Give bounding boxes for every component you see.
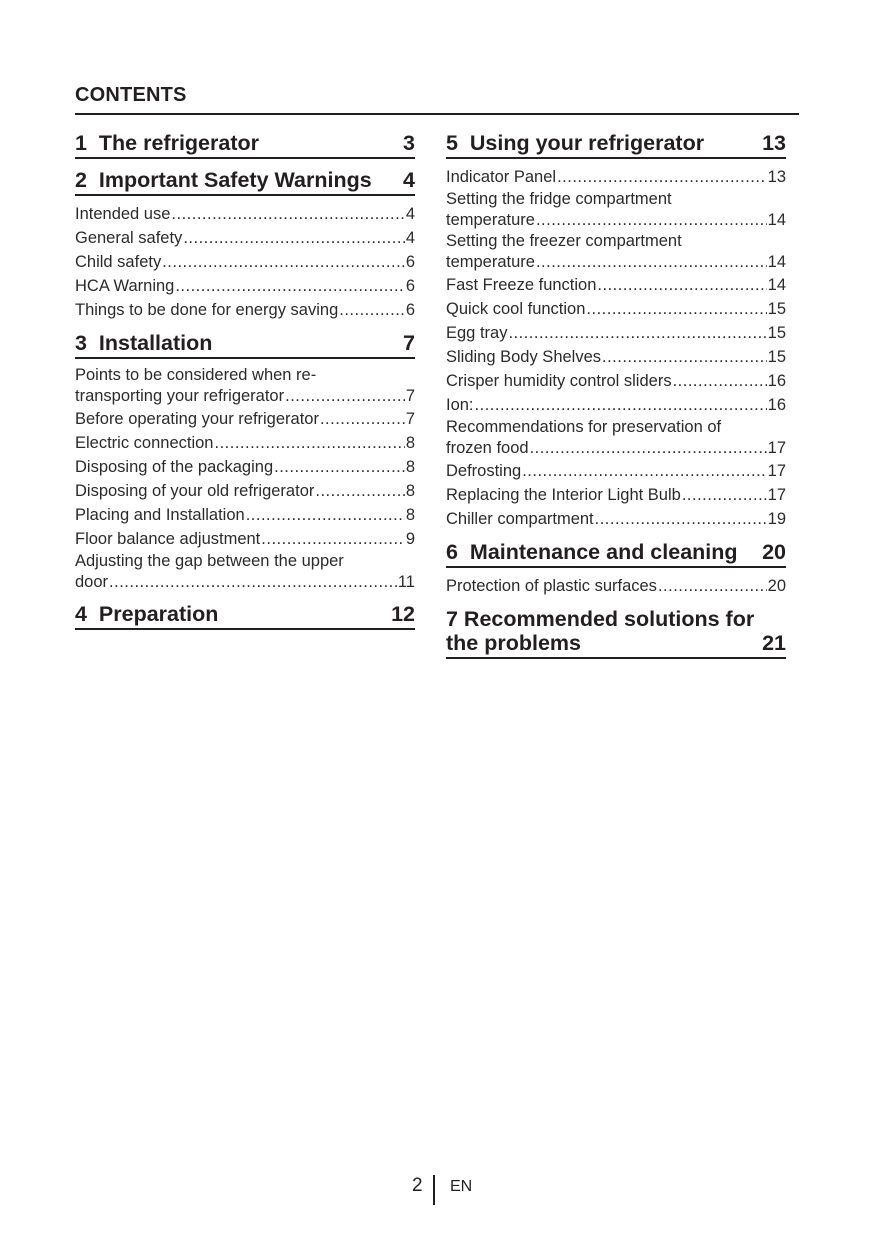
entry-label: Adjusting the gap between the upper	[75, 552, 344, 570]
toc-right-column	[446, 131, 786, 668]
entry-page: 15	[767, 300, 786, 318]
toc-entry[interactable]	[75, 527, 415, 551]
entry-page: 8	[405, 506, 415, 524]
entry-label: Defrosting	[446, 462, 522, 480]
toc-entry[interactable]	[446, 574, 786, 598]
toc-entry[interactable]	[75, 551, 415, 593]
entry-label: Chiller compartment	[446, 510, 594, 528]
toc-entry[interactable]	[446, 297, 786, 321]
dot-leader	[536, 210, 767, 231]
toc-entry[interactable]	[75, 503, 415, 527]
entry-page: 15	[767, 324, 786, 342]
toc-entry[interactable]	[75, 274, 415, 298]
entry-label-continued: temperature	[446, 253, 535, 271]
entry-page: 14	[767, 253, 786, 271]
toc-entry[interactable]	[75, 455, 415, 479]
entry-line	[446, 210, 786, 231]
toc-entry[interactable]	[75, 202, 415, 226]
dot-leader	[261, 527, 405, 551]
toc-section	[446, 607, 786, 659]
section-heading[interactable]	[446, 607, 786, 659]
toc-entry[interactable]	[75, 298, 415, 322]
dot-leader	[597, 273, 766, 297]
section-heading[interactable]	[75, 168, 415, 196]
dot-leader	[602, 345, 767, 369]
entry-label: Quick cool function	[446, 300, 586, 318]
entry-page: 8	[405, 458, 415, 476]
dot-leader	[320, 407, 405, 431]
section-title: 5 Using your refrigerator	[446, 131, 705, 155]
toc-entry[interactable]	[446, 345, 786, 369]
dot-leader	[339, 298, 405, 322]
toc-entry[interactable]	[75, 226, 415, 250]
entry-page: 6	[405, 277, 415, 295]
entry-label: Disposing of your old refrigerator	[75, 482, 315, 500]
toc-entry[interactable]	[446, 189, 786, 231]
entry-label: Fast Freeze function	[446, 276, 597, 294]
dot-leader	[658, 574, 767, 598]
section-page: 13	[762, 131, 786, 155]
section-heading[interactable]	[446, 540, 786, 568]
entry-page: 13	[767, 168, 786, 186]
dot-leader	[246, 503, 405, 527]
section-page: 12	[391, 602, 415, 626]
entry-label: Floor balance adjustment	[75, 530, 261, 548]
dot-leader	[530, 438, 767, 459]
entry-label: Before operating your refrigerator	[75, 410, 319, 428]
section-title: 6 Maintenance and cleaning	[446, 540, 738, 564]
entry-label: Setting the fridge compartment	[446, 190, 672, 208]
entry-page: 14	[767, 276, 786, 294]
dot-leader	[183, 226, 405, 250]
toc-entry[interactable]	[446, 417, 786, 459]
section-title: 4 Preparation	[75, 602, 219, 626]
dot-leader	[682, 483, 767, 507]
toc-entry[interactable]	[446, 231, 786, 273]
entry-page: 4	[405, 205, 415, 223]
toc-section	[75, 168, 415, 322]
toc-entry[interactable]	[446, 507, 786, 531]
toc-entry[interactable]	[446, 459, 786, 483]
entry-label: Intended use	[75, 205, 171, 223]
section-title: 7 Recommended solutions for the problems	[446, 607, 755, 655]
entry-page: 17	[767, 439, 786, 457]
entry-page: 16	[767, 396, 786, 414]
entry-label: Crisper humidity control sliders	[446, 372, 672, 390]
section-title: 2 Important Safety Warnings	[75, 168, 372, 192]
dot-leader	[536, 252, 767, 273]
entry-page: 8	[405, 434, 415, 452]
section-title: 1 The refrigerator	[75, 131, 259, 155]
entry-page: 20	[767, 577, 786, 595]
dot-leader	[673, 369, 767, 393]
language-code: EN	[450, 1178, 473, 1195]
entry-label: HCA Warning	[75, 277, 175, 295]
section-page: 3	[403, 131, 415, 155]
entry-page: 7	[405, 387, 415, 405]
entry-label-continued: frozen food	[446, 439, 529, 457]
toc-left-column	[75, 131, 415, 639]
dot-leader	[586, 297, 766, 321]
dot-leader	[557, 165, 767, 189]
toc-section	[446, 131, 786, 531]
page-number: 2	[412, 1175, 423, 1196]
toc-entry[interactable]	[75, 479, 415, 503]
page-footer	[0, 1175, 874, 1205]
entry-label: Replacing the Interior Light Bulb	[446, 486, 681, 504]
entry-label: Things to be done for energy saving	[75, 301, 339, 319]
entry-page: 9	[405, 530, 415, 548]
toc-section	[75, 602, 415, 630]
section-heading[interactable]	[75, 131, 415, 159]
entry-label: Protection of plastic surfaces	[446, 577, 657, 595]
entry-page: 19	[767, 510, 786, 528]
toc-section	[446, 540, 786, 598]
toc-section	[75, 131, 415, 159]
section-heading[interactable]	[75, 331, 415, 359]
toc-entry[interactable]	[446, 393, 786, 417]
toc-entry[interactable]	[446, 483, 786, 507]
toc-entry[interactable]	[75, 407, 415, 431]
entry-label-continued: transporting your refrigerator	[75, 387, 285, 405]
toc-entry[interactable]	[446, 273, 786, 297]
dot-leader	[215, 431, 405, 455]
entry-label: Sliding Body Shelves	[446, 348, 602, 366]
toc-entry[interactable]	[75, 365, 415, 407]
entry-page: 15	[767, 348, 786, 366]
entry-page: 4	[405, 229, 415, 247]
section-heading[interactable]	[446, 131, 786, 159]
section-title: 3 Installation	[75, 331, 213, 355]
entry-page: 6	[405, 253, 415, 271]
entry-line	[446, 438, 786, 459]
toc-entry[interactable]	[75, 250, 415, 274]
toc-section	[75, 331, 415, 593]
entry-page: 8	[405, 482, 415, 500]
dot-leader	[315, 479, 404, 503]
dot-leader	[109, 572, 397, 593]
entry-page: 6	[405, 301, 415, 319]
entry-page: 14	[767, 211, 786, 229]
entry-label: Ion:	[446, 396, 474, 414]
entry-label: Indicator Panel	[446, 168, 557, 186]
entry-label: Recommendations for preservation of	[446, 418, 722, 436]
dot-leader	[171, 202, 404, 226]
section-page: 21	[762, 631, 786, 655]
entry-label: Egg tray	[446, 324, 508, 342]
footer-divider	[433, 1175, 435, 1205]
dot-leader	[508, 321, 766, 345]
entry-label: Points to be considered when re-	[75, 366, 317, 384]
entry-label-continued: door	[75, 573, 109, 591]
dot-leader	[175, 274, 404, 298]
entry-label: Placing and Installation	[75, 506, 245, 524]
section-heading[interactable]	[75, 602, 415, 630]
dot-leader	[475, 393, 767, 417]
toc-entry[interactable]	[446, 369, 786, 393]
entry-label: Setting the freezer compartment	[446, 232, 682, 250]
entry-label-continued: temperature	[446, 211, 535, 229]
entry-line	[75, 386, 415, 407]
dot-leader	[285, 386, 405, 407]
entry-line	[446, 252, 786, 273]
entry-label: Child safety	[75, 253, 162, 271]
entry-line	[75, 572, 415, 593]
section-page: 4	[403, 168, 415, 192]
section-page: 20	[762, 540, 786, 564]
dot-leader	[274, 455, 405, 479]
dot-leader	[595, 507, 767, 531]
entry-page: 16	[767, 372, 786, 390]
dot-leader	[162, 250, 405, 274]
entry-label: General safety	[75, 229, 183, 247]
entry-page: 17	[767, 486, 786, 504]
toc-entry[interactable]	[75, 431, 415, 455]
toc-entry[interactable]	[446, 165, 786, 189]
entry-page: 17	[767, 462, 786, 480]
page-title: CONTENTS	[75, 84, 799, 115]
entry-label: Disposing of the packaging	[75, 458, 274, 476]
toc-entry[interactable]	[446, 321, 786, 345]
section-page: 7	[403, 331, 415, 355]
entry-page: 11	[397, 573, 415, 591]
dot-leader	[522, 459, 766, 483]
entry-page: 7	[405, 410, 415, 428]
entry-label: Electric connection	[75, 434, 214, 452]
